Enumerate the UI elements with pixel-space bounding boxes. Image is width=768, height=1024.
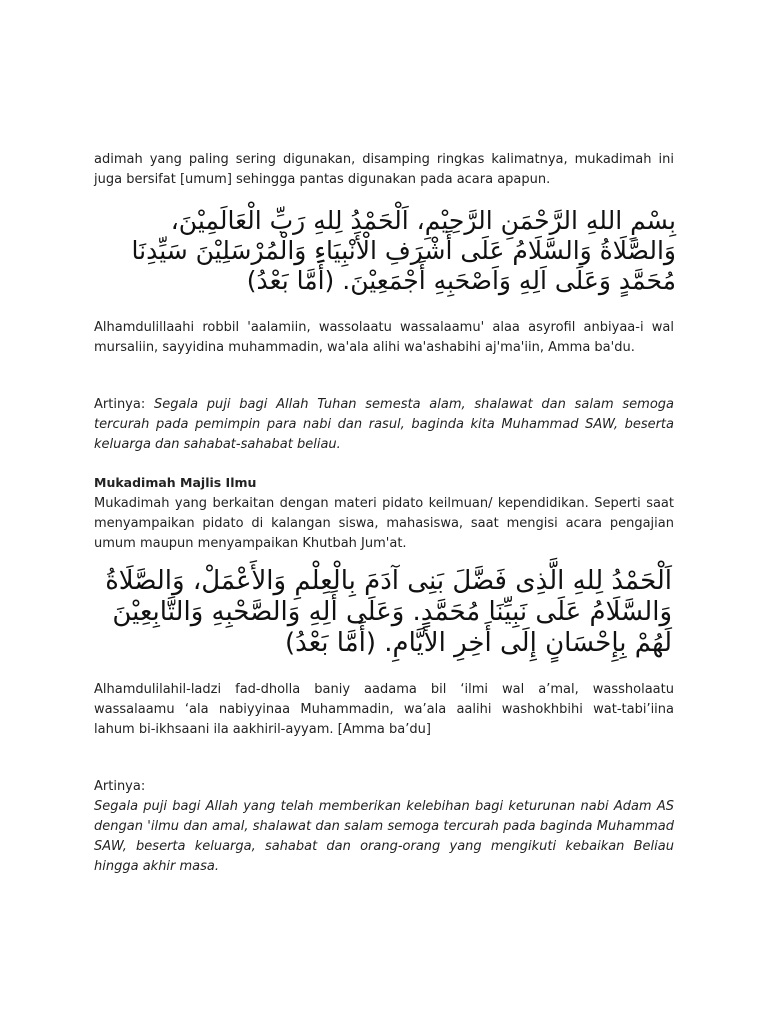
artinya-text: Segala puji bagi Allah Tuhan semesta alam, shalawat dan salam semoga tercurah pada pemimpin para nabi dan rasul, baginda kita Muhammad SAW, beserta keluarga dan sahabat-sahabat beliau. <box>94 397 674 452</box>
section-heading-majlis-ilmu: Mukadimah Majlis Ilmu <box>94 475 257 490</box>
transliteration-majlis-ilmu: Alhamdulilahil-ladzi fad-dholla baniy aadama bil ‘ilmi wal a’mal, wassholaatu wassalaamu ‘ala nabiyyinaa Muhammadin, wa’ala aalihi washokhbihi wat-tabi’iina lahum bi-ikhsaani ila aakhiril-ayyam. [Amma ba’du] <box>94 682 674 737</box>
arabic-line: بِسْمِ اللهِ الرَّحْمَنِ الرَّحِيْمِ، اَلْحَمْدُ لِلهِ رَبِّ الْعَالَمِيْنَ، <box>170 206 676 235</box>
arabic-line: وَالصَّلَاةُ وَالسَّلَامُ عَلَى أَشْرَفِ الْأَنْبِيَاءِ وَالْمُرْسَلِيْنَ سَيِّدِنَا <box>131 236 676 265</box>
arabic-line: مُحَمَّدٍ وَعَلَى اَلِهِ وَاَصْحَبِهِ أَجْمَعِيْنَ. (أَمَّا بَعْدُ) <box>246 266 676 295</box>
transliteration-umum: Alhamdulillaahi robbil 'aalamiin, wassolaatu wassalaamu' alaa asyrofil anbiyaa-i wal mursaliin, sayyidina muhammadin, wa'ala alihi wa'ashabihi aj'ma'iin, Amma ba'du. <box>94 320 674 355</box>
arabic-line: اَلْحَمْدُ لِلهِ الَّذِى فَضَّلَ بَنِى آدَمَ بِالْعِلْمِ وَالأَعْمَلْ، وَالصَّلَاةُ <box>105 566 672 596</box>
intro-paragraph: adimah yang paling sering digunakan, disamping ringkas kalimatnya, mukadimah ini juga bersifat [umum] sehingga pantas digunakan pada acara apapun. <box>94 152 674 187</box>
translation-majlis-ilmu: Segala puji bagi Allah yang telah memberikan kelebihan bagi keturunan nabi Adam AS dengan 'ilmu dan amal, shalawat dan salam semoga tercurah pada baginda Muhammad SAW, beserta keluarga, sahabat dan orang-orang yang mengikuti kebaikan Beliau hingga akhir masa. <box>94 799 674 874</box>
artinya-label: Artinya: <box>94 779 146 794</box>
artinya-label: Artinya: <box>94 397 146 412</box>
arabic-mukadimah-majlis-ilmu <box>94 566 672 659</box>
translation-umum <box>94 395 674 455</box>
majlis-ilmu-description: Mukadimah yang berkaitan dengan materi pidato keilmuan/ kependidikan. Seperti saat menyampaikan pidato di kalangan siswa, mahasiswa, saat mengisi acara pengajian umum maupun menyampaikan Khutbah Jum'at. <box>94 496 674 551</box>
arabic-line: وَالسَّلَامُ عَلَى نَبِيِّنَا مُحَمَّدٍ. وَعَلَى أَلِهِ وَالصَّحْبِهِ وَالتَّابِعِيْنَ <box>112 597 672 627</box>
arabic-line: لَهُمْ بِإِحْسَانٍ إِلَى أَخِرِ الأَيَّامِ. (أَمَّا بَعْدُ) <box>284 628 672 658</box>
arabic-mukadimah-umum <box>94 206 676 296</box>
